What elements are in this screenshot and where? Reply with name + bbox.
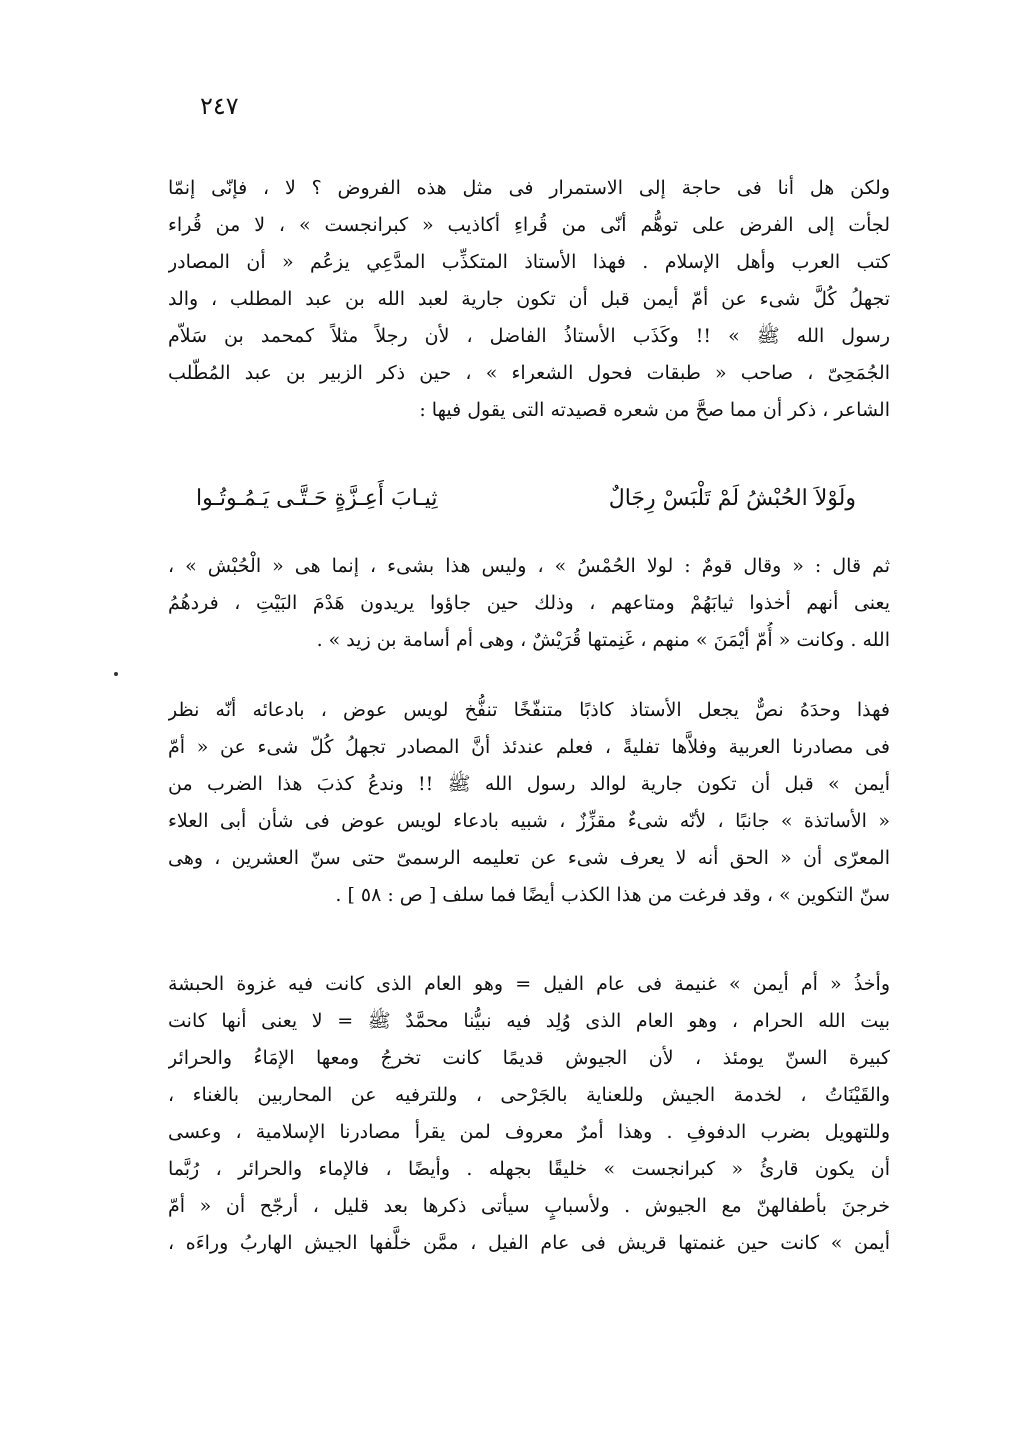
paragraph-line: فهذا وحدَهُ نصٌّ يجعل الأستاذ كاذبًا متنفّخًا تنفُّخ لويس عوض ، بادعائه أنّه نظر	[168, 699, 890, 721]
paragraph-line: وللتهويل بضرب الدفوفِ . وهذا أمرٌ معروف لمن يقرأ مصادرنا الإسلامية ، وعسى	[168, 1121, 890, 1143]
paragraph-line: والقَيْنَاتُ ، لخدمة الجيش وللعناية بالجَرْحى ، وللترفيه عن المحاربين بالغناء ،	[168, 1084, 890, 1106]
paragraph-line: خرجنَ بأطفالهنّ مع الجيوش . ولأسبابٍ سيأتى ذكرها بعد قليل ، أرجّح أن « أمّ	[168, 1195, 890, 1217]
paragraph-line: يعنى أنهم أخذوا ثيابَهُمْ ومتاعهم ، وذلك حين جاؤوا يريدون هَدْمَ البَيْتِ ، فردهُمُ	[168, 592, 890, 614]
paragraph-line: أيمن » كانت حين غنمتها قريش فى عام الفيل ، ممَّن خلَّفها الجيش الهاربُ وراءَه ،	[168, 1232, 890, 1254]
paragraph-line: بيت الله الحرام ، وهو العام الذى وُلِد فيه نبيُّنا محمَّدٌ ﷺ = لا يعنى أنها كانت	[168, 1010, 890, 1032]
paragraph-line: الجُمَحِىّ ، صاحب « طبقات فحول الشعراء » ، حين ذكر الزبير بن عبد المُطّلب	[168, 362, 890, 384]
paragraph-2	[168, 548, 890, 659]
paragraph-line: أيمن » قبل أن تكون جارية لوالد رسول الله ﷺ !! وندعُ كذبَ هذا الضرب من	[168, 773, 890, 795]
verse-second-hemistich: ثِيـابَ أَعِـزَّةٍ حَـتَّـى يَـمُـوتُـوا	[196, 486, 438, 511]
paragraph-line: وأخذُ « أم أيمن » غنيمة فى عام الفيل = وهو العام الذى كانت فيه غزوة الحبشة	[168, 973, 890, 995]
paragraph-line: سنّ التكوين » ، وقد فرغت من هذا الكذب أيضًا فما سلف [ ص : ٥٨ ] .	[335, 884, 890, 906]
paragraph-1	[168, 170, 890, 429]
poem-verse	[196, 486, 856, 511]
paragraph-line: كبيرة السنّ يومئذ ، لأن الجيوش قديمًا كانت تخرجُ ومعها الإمَاءُ والحرائر	[168, 1047, 890, 1069]
paragraph-line: الشاعر ، ذكر أن مما صحَّ من شعره قصيدته التى يقول فيها :	[419, 399, 890, 421]
paragraph-line: كتب العرب وأهل الإسلام . فهذا الأستاذ المتكذِّب المدَّعِي يزعُم « أن المصادر	[168, 251, 890, 273]
stray-ink-mark	[114, 672, 118, 676]
paragraph-line: تجهلُ كُلَّ شىء عن أمّ أيمن قبل أن تكون جارية لعبد الله بن عبد المطلب ، والد	[168, 288, 890, 310]
paragraph-line: ولكن هل أنا فى حاجة إلى الاستمرار فى مثل هذه الفروض ؟ لا ، فإنّى إنمّا	[168, 177, 890, 199]
verse-first-hemistich: ولَوْلاَ الحُبْشُ لَمْ تَلْبَسْ رِجَالٌ	[608, 486, 856, 511]
page-number: ٢٤٧	[200, 92, 239, 120]
paragraph-4	[168, 966, 890, 1262]
paragraph-line: فى مصادرنا العربية وفلاَّها تفليةً ، فعلم عندئذ أنَّ المصادر تجهلُ كُلّ شىء عن « أمّ	[168, 736, 890, 758]
paragraph-line: رسول الله ﷺ » !! وكَذَب الأستاذُ الفاضل ، لأن رجلاً مثلاً كمحمد بن سَلاّم	[168, 325, 890, 347]
paragraph-line: ثم قال : « وقال قومٌ : لولا الحُمْسُ » ، وليس هذا بشىء ، إنما هى « الْحُبْش » ،	[168, 555, 890, 577]
paragraph-line: « الأساتذة » جانبًا ، لأنّه شىءٌ مقزِّزٌ ، شبيه بادعاء لويس عوض فى شأن أبى العلاء	[168, 810, 890, 832]
paragraph-line: أن يكون قارئُ « كبرانجست » خليقًا بجهله . وأيضًا ، فالإماء والحرائر ، رُبَّما	[168, 1158, 890, 1180]
paragraph-line: لجأت إلى الفرض على توهُّم أنّى من قُراءِ أكاذيب « كبرانجست » ، لا من قُراء	[168, 214, 890, 236]
paragraph-3	[168, 692, 890, 914]
paragraph-line: المعرّى أن « الحق أنه لا يعرف شىء عن تعليمه الرسمىّ حتى سنّ العشرين ، وهى	[168, 847, 890, 869]
paragraph-line: الله . وكانت « أُمّ أيْمَنَ » منهم ، غَنِمتها قُرَيْشٌ ، وهى أم أسامة بن زيد » .	[316, 629, 890, 651]
